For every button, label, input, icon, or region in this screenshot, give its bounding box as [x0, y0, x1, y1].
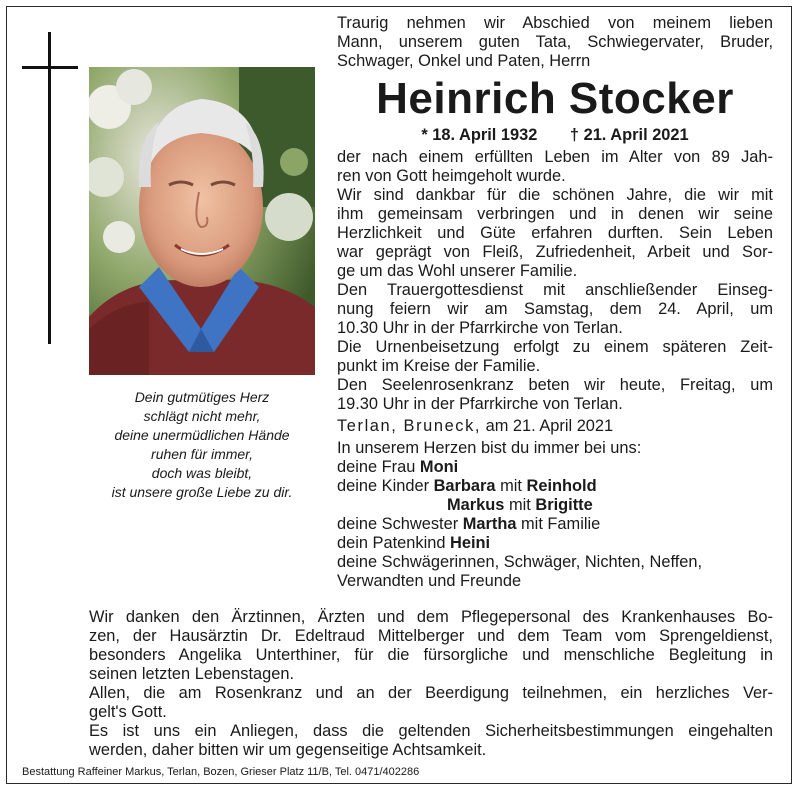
- funeral-home-footer: Bestattung Raffeiner Markus, Terlan, Bozen, Grieser Platz 11/B, Tel. 0471/402286: [22, 766, 420, 778]
- text-line: Es ist uns ein Anliegen, dass die geltenden Sicherheitsbestimmungen eingehalten: [89, 722, 773, 740]
- text-line: gelt's Gott.: [89, 703, 167, 721]
- family-prefix: deine Frau: [337, 458, 420, 476]
- child-name: Barbara: [433, 477, 496, 495]
- family-inlaws-line: deine Schwägerinnen, Schwäger, Nichten, Neffen,: [337, 553, 703, 571]
- text-line: seinen letzten Lebenstagen.: [89, 665, 295, 683]
- notice-body: [337, 148, 773, 414]
- family-prefix: deine Schwester: [337, 515, 463, 533]
- text-line: zen, der Hausärztin Dr. Edeltraud Mittelberger und dem Team vom Sprengeldienst,: [89, 627, 773, 645]
- intro-text: [337, 14, 773, 71]
- family-connector: mit: [504, 496, 536, 514]
- poem-line: ruhen für immer,: [151, 446, 253, 462]
- family-godchild-line: [337, 534, 773, 553]
- intro-line: Traurig nehmen wir Abschied von meinem lieben: [337, 14, 773, 32]
- family-children-line: [337, 496, 773, 515]
- death-date: † 21. April 2021: [569, 126, 689, 144]
- main-text-column: [337, 14, 773, 591]
- cross-icon-bar: [22, 66, 78, 69]
- text-line: Wir danken den Ärztinnen, Ärzten und dem Pflegepersonal des Krankenhauses Bo-: [89, 608, 773, 626]
- family-wife-line: [337, 458, 773, 477]
- poem-line: Dein gutmütiges Herz: [134, 389, 270, 405]
- text-line: besonders Angelika Unterthiner, für die fürsorgliche und menschliche Begleitung in: [89, 646, 773, 664]
- intro-line: Mann, unserem guten Tata, Schwiegervater, Bruder,: [337, 33, 773, 51]
- family-suffix: mit Familie: [516, 515, 601, 533]
- memorial-poem: [89, 388, 315, 502]
- text-line: Den Trauergottesdienst mit anschließender Einseg-: [337, 281, 773, 299]
- family-connector: mit: [495, 477, 527, 495]
- text-line: ge um das Wohl unserer Familie.: [337, 262, 578, 280]
- signature-date: am 21. April 2021: [485, 417, 614, 435]
- poem-line: ist unsere große Liebe zu dir.: [111, 484, 293, 500]
- thanks-text: [89, 608, 773, 760]
- text-line: Die Urnenbeisetzung erfolgt zu einem späteren Zeit-: [337, 338, 773, 356]
- text-line: der nach einem erfüllten Leben im Alter von 89 Jah-: [337, 148, 773, 166]
- text-line: war geprägt von Fleiß, Zufriedenheit, Arbeit und Sor-: [337, 243, 773, 261]
- poem-line: doch was bleibt,: [151, 465, 253, 481]
- text-line: Allen, die am Rosenkranz und an der Beerdigung teilnehmen, ein herzliches Ver-: [89, 684, 773, 702]
- text-line: nung feiern wir am Samstag, dem 24. April, um: [337, 300, 773, 318]
- birth-date: * 18. April 1932: [421, 126, 538, 144]
- child-name: Markus: [447, 496, 505, 514]
- text-line: ren von Gott heimgeholt wurde.: [337, 167, 566, 185]
- godchild-name: Heini: [450, 534, 491, 552]
- text-line: werden, daher bitten wir um gegenseitige Achtsamkeit.: [89, 741, 487, 759]
- poem-line: deine unermüdlichen Hände: [114, 427, 290, 443]
- family-prefix: dein Patenkind: [337, 534, 450, 552]
- place-date-signature: [337, 417, 773, 436]
- poem-line: schlägt nicht mehr,: [143, 408, 261, 424]
- cross-icon: [48, 32, 51, 344]
- signature-places: Terlan, Bruneck,: [337, 417, 482, 435]
- text-line: Den Seelenrosenkranz beten wir heute, Freitag, um: [337, 376, 773, 394]
- partner-name: Brigitte: [535, 496, 593, 514]
- family-intro: In unserem Herzen bist du immer bei uns:: [337, 439, 642, 457]
- text-line: Herzlichkeit und Güte erfahren durften. Sein Leben: [337, 224, 773, 242]
- text-line: punkt im Kreise der Familie.: [337, 357, 541, 375]
- family-relatives-line: Verwandten und Freunde: [337, 572, 522, 590]
- family-sister-line: [337, 515, 773, 534]
- text-line: 10.30 Uhr in der Pfarrkirche von Terlan.: [337, 319, 623, 337]
- sister-name: Martha: [462, 515, 517, 533]
- family-children-line: [337, 477, 773, 496]
- deceased-name: Heinrich Stocker: [376, 74, 734, 123]
- text-line: ihm gemeinsam verbringen und in denen wir seine: [337, 205, 773, 223]
- wife-name: Moni: [419, 458, 459, 476]
- partner-name: Reinhold: [526, 477, 597, 495]
- family-list: [337, 439, 773, 591]
- intro-line: Schwager, Onkel und Paten, Herrn: [337, 52, 591, 70]
- text-line: Wir sind dankbar für die schönen Jahre, die wir mit: [337, 186, 773, 204]
- text-line: 19.30 Uhr in der Pfarrkirche von Terlan.: [337, 395, 623, 413]
- portrait-photo: [89, 67, 315, 375]
- life-dates: [337, 124, 773, 146]
- family-prefix: deine Kinder: [337, 477, 434, 495]
